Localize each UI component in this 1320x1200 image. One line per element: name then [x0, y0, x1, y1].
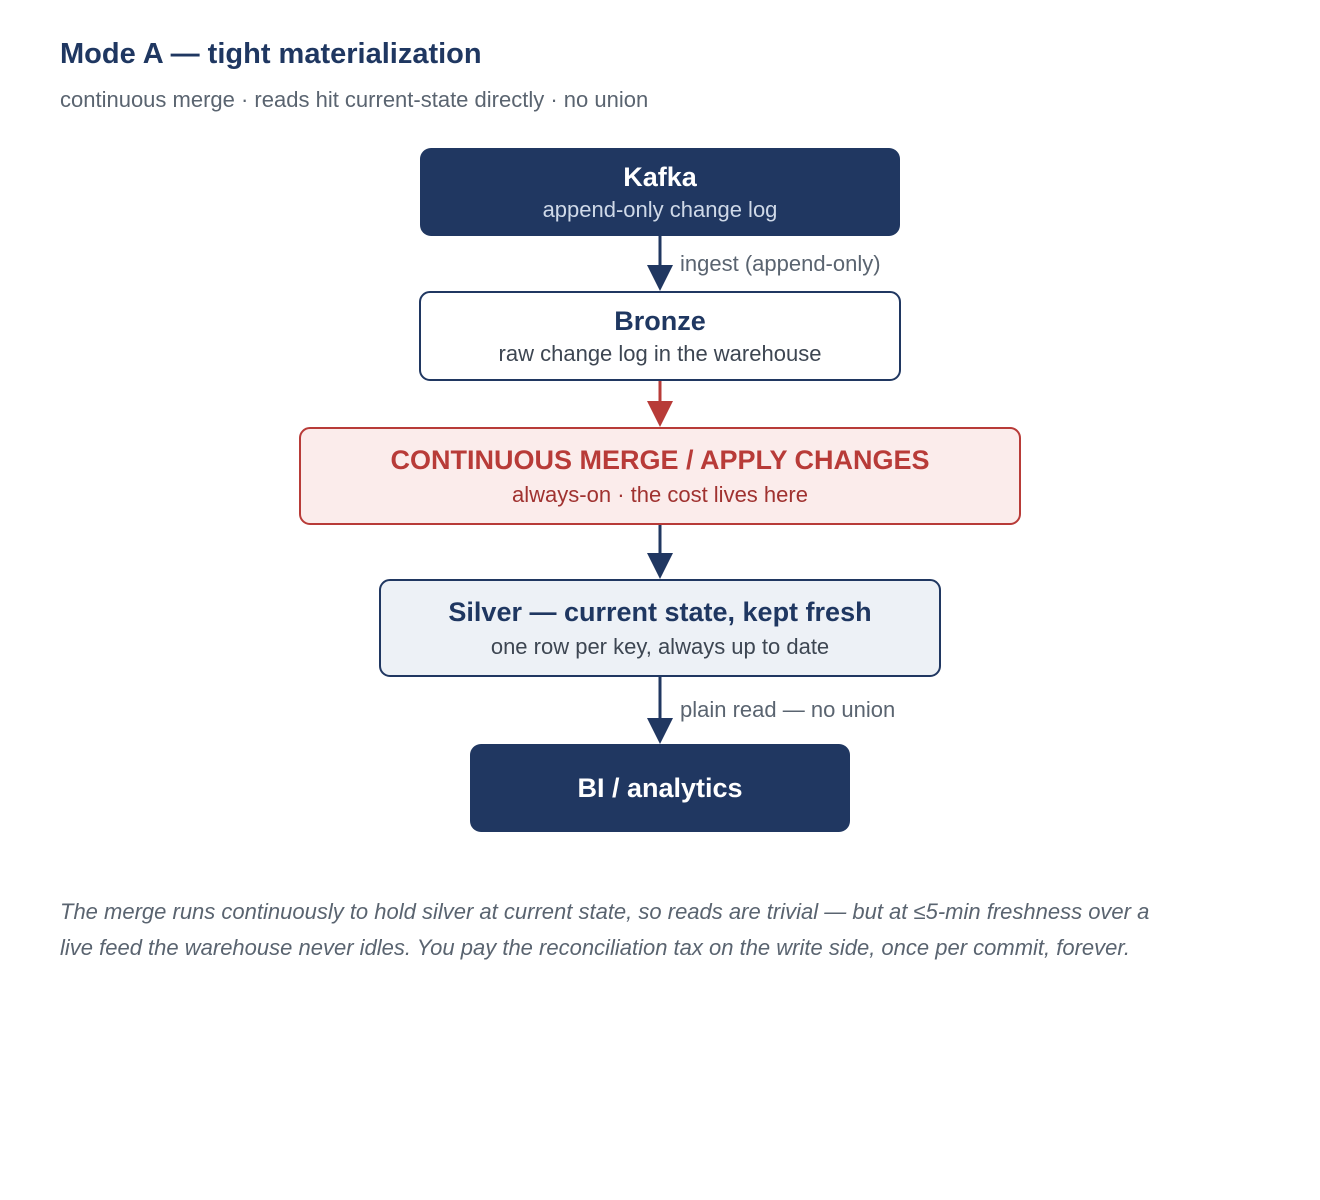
arrowhead-icon [647, 265, 673, 291]
node-continuous-merge [299, 427, 1021, 525]
node-kafka-title: Kafka [623, 161, 697, 192]
arrowhead-icon [647, 553, 673, 579]
node-bi-analytics [470, 744, 850, 832]
edge-bronze-to-merge [647, 381, 673, 427]
node-silver-title: Silver — current state, kept fresh [448, 596, 872, 627]
node-silver [379, 579, 941, 677]
node-bi-title: BI / analytics [577, 773, 743, 803]
page-title: Mode A — tight materialization [60, 38, 482, 70]
edge-silver-to-bi [647, 677, 673, 744]
edge-label-plain-read: plain read — no union [680, 697, 896, 722]
node-kafka-subtitle: append-only change log [542, 196, 778, 222]
arrowhead-icon [647, 401, 673, 427]
node-merge-title: CONTINUOUS MERGE / APPLY CHANGES [390, 444, 930, 475]
node-bronze-subtitle: raw change log in the warehouse [498, 340, 822, 366]
arrowhead-icon [647, 718, 673, 744]
edge-kafka-to-bronze [647, 236, 673, 291]
node-silver-subtitle: one row per key, always up to date [490, 633, 830, 659]
node-kafka [420, 148, 900, 236]
node-merge-subtitle: always-on · the cost lives here [512, 481, 808, 507]
node-bronze [419, 291, 901, 381]
edge-label-ingest: ingest (append-only) [680, 251, 881, 276]
node-bronze-title: Bronze [614, 305, 706, 336]
edge-merge-to-silver [647, 525, 673, 579]
diagram-caption: The merge runs continuously to hold silver at current state, so reads are trivial — but at ≤5-min freshness over a live feed the warehouse never idles. You pay the reconciliation tax on the write side, once per commit, forever. [60, 899, 1150, 960]
page-subtitle: continuous merge · reads hit current-state directly · no union [60, 87, 649, 112]
